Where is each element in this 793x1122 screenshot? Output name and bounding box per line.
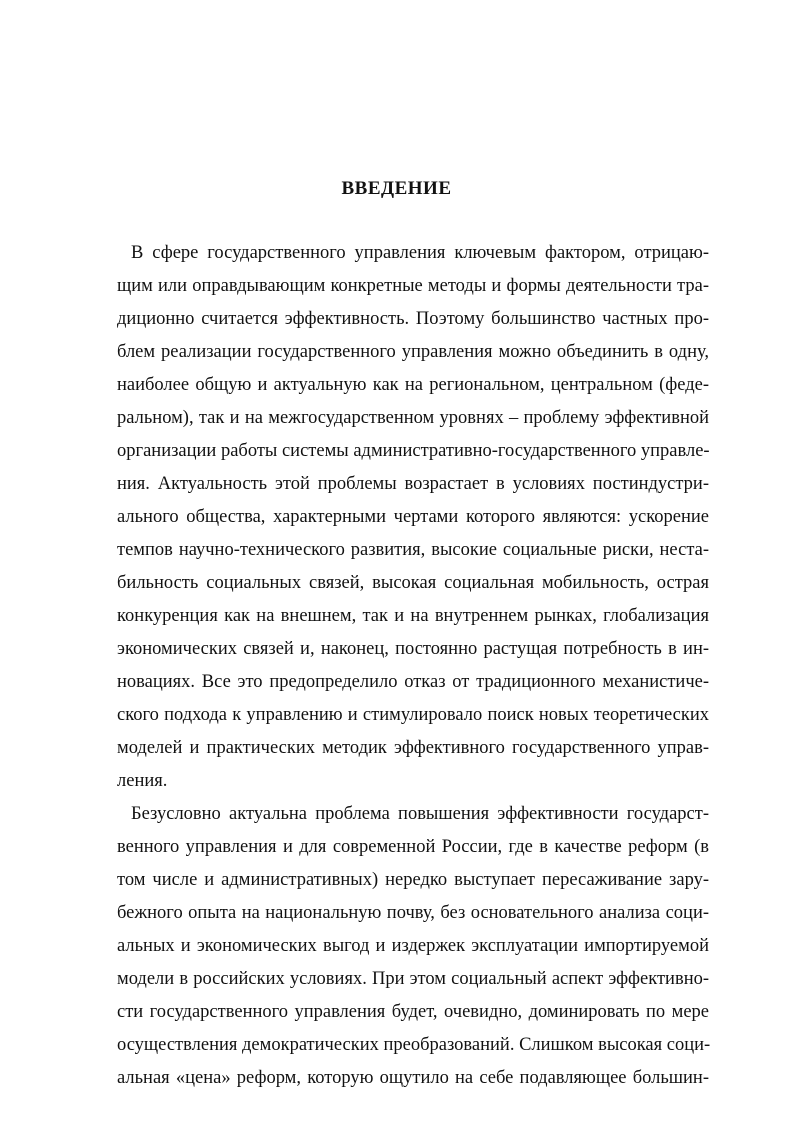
paragraph-1-line-2: щим или оправдывающим конкретные методы и формы деятельности тра- bbox=[117, 276, 709, 296]
paragraph-2-line-6: модели в российских условиях. При этом социальный аспект эффективно- bbox=[117, 969, 709, 989]
paragraph-2-line-1: Безусловно актуальна проблема повышения эффективности государст- bbox=[131, 804, 709, 824]
paragraph-1-line-7: организации работы системы административно-государственного управле- bbox=[117, 441, 710, 461]
paragraph-1-line-1: В сфере государственного управления ключевым фактором, отрицаю- bbox=[131, 243, 709, 263]
paragraph-2-line-9: альная «цена» реформ, которую ощутило на себе подавляющее большин- bbox=[117, 1068, 709, 1088]
paragraph-1-line-12: конкуренция как на внешнем, так и на внутреннем рынках, глобализация bbox=[117, 606, 709, 626]
paragraph-1-line-4: блем реализации государственного управления можно объединить в одну, bbox=[117, 342, 709, 362]
paragraph-2-line-7: сти государственного управления будет, очевидно, доминировать по мере bbox=[117, 1002, 709, 1022]
paragraph-2-line-4: бежного опыта на национальную почву, без основательного анализа соци- bbox=[117, 903, 709, 923]
paragraph-1-line-3: диционно считается эффективность. Поэтому большинство частных про- bbox=[117, 309, 709, 329]
paragraph-2-line-8: осуществления демократических преобразований. Слишком высокая соци- bbox=[117, 1035, 711, 1055]
paragraph-1-line-13: экономических связей и, наконец, постоянно растущая потребность в ин- bbox=[117, 639, 709, 659]
paragraph-1-line-6: ральном), так и на межгосударственном уровнях – проблему эффективной bbox=[117, 408, 709, 428]
paragraph-1-line-14: новациях. Все это предопределило отказ от традиционного механистиче- bbox=[117, 672, 709, 692]
paragraph-1-line-17: ления. bbox=[117, 771, 168, 791]
paragraph-2-line-5: альных и экономических выгод и издержек эксплуатации импортируемой bbox=[117, 936, 709, 956]
paragraph-2-line-2: венного управления и для современной России, где в качестве реформ (в bbox=[117, 837, 709, 857]
paragraph-1-line-11: бильность социальных связей, высокая социальная мобильность, острая bbox=[117, 573, 709, 593]
paragraph-1-line-5: наиболее общую и актуальную как на региональном, центральном (феде- bbox=[117, 375, 709, 395]
paragraph-1-line-16: моделей и практических методик эффективного государственного управ- bbox=[117, 738, 709, 758]
paragraph-1-line-10: темпов научно-технического развития, высокие социальные риски, неста- bbox=[117, 540, 709, 560]
paragraph-2-line-3: том числе и административных) нередко выступает пересаживание зару- bbox=[117, 870, 709, 890]
page-title: ВВЕДЕНИЕ bbox=[341, 178, 452, 199]
paragraph-1-line-9: ального общества, характерными чертами которого являются: ускорение bbox=[117, 507, 709, 527]
paragraph-1-line-8: ния. Актуальность этой проблемы возрастает в условиях постиндустри- bbox=[117, 474, 709, 494]
paragraph-1-line-15: ского подхода к управлению и стимулировало поиск новых теоретических bbox=[117, 705, 709, 725]
